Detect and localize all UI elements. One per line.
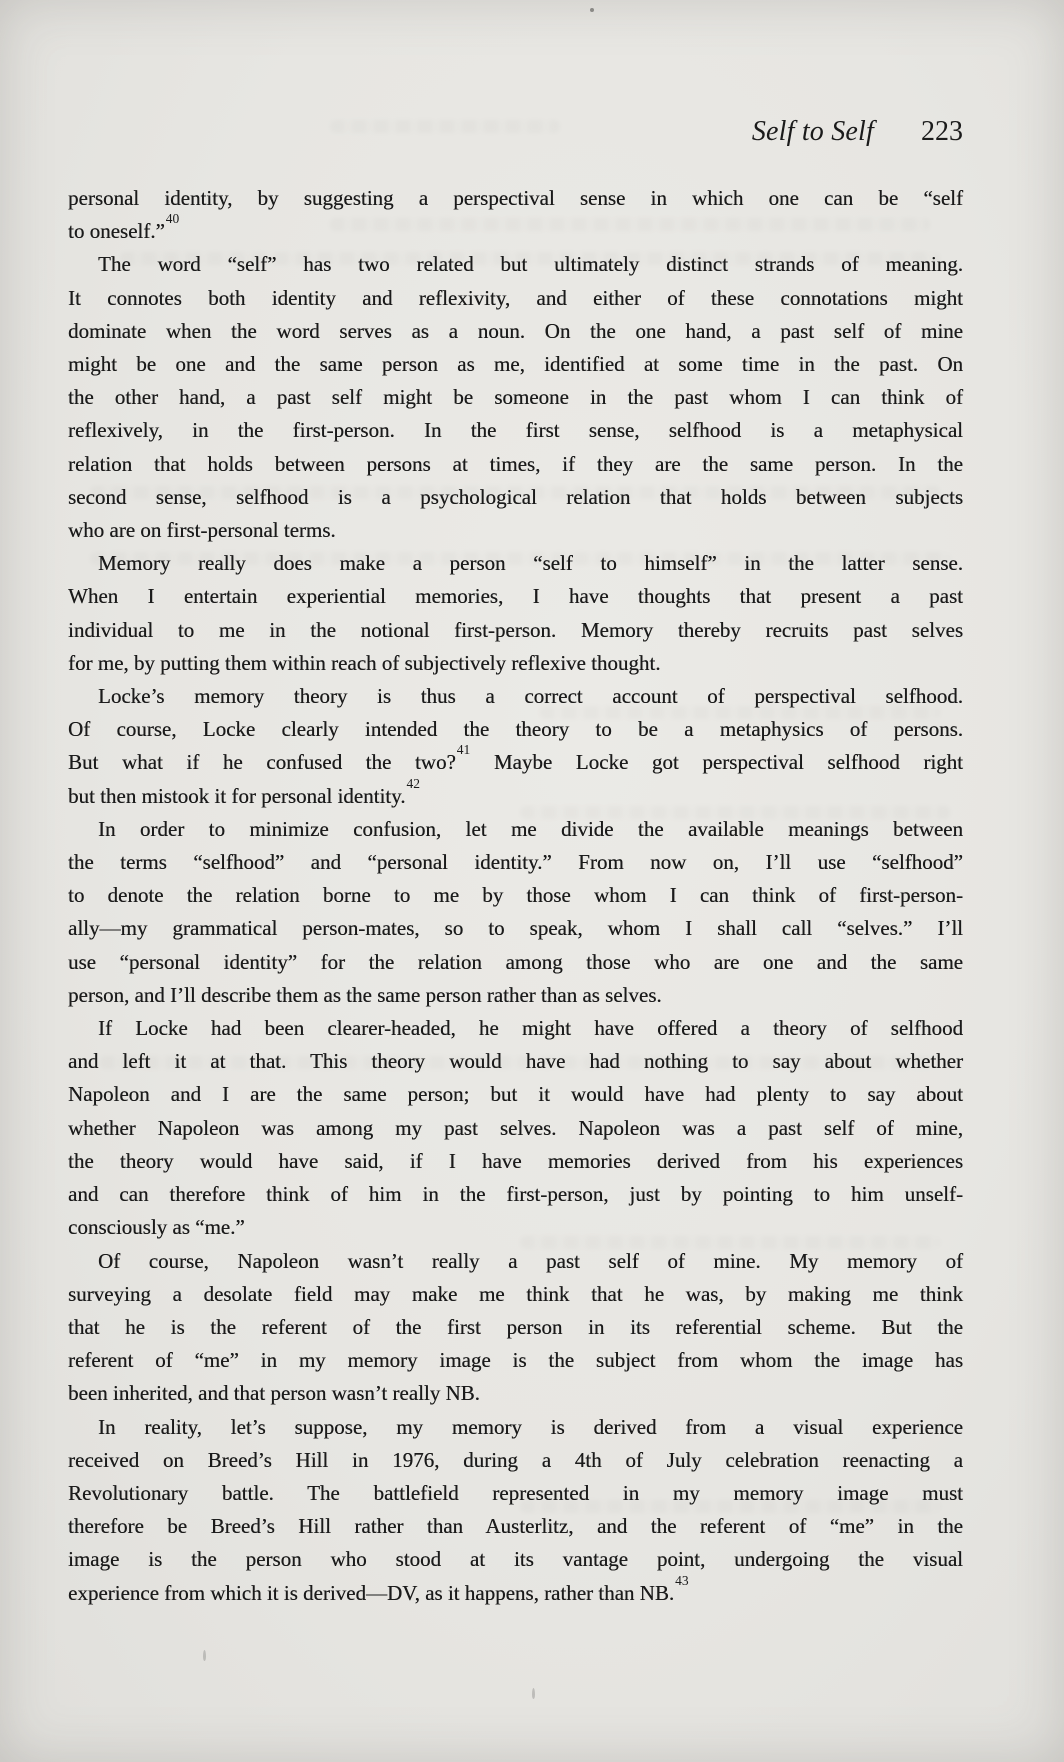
footnote-ref: 43: [675, 1572, 689, 1588]
text-line: that he is the referent of the first person in its referential scheme. But the: [68, 1314, 963, 1339]
paragraph: [68, 1245, 963, 1411]
text-line: therefore be Breed’s Hill rather than Austerlitz, and the referent of “me” in the: [68, 1514, 963, 1539]
text-line: received on Breed’s Hill in 1976, during a 4th of July celebration reenacting a: [68, 1447, 963, 1472]
text-line: person, and I’ll describe them as the same person rather than as selves.: [68, 982, 662, 1007]
text-line: Of course, Napoleon wasn’t really a past self of mine. My memory of: [98, 1248, 963, 1273]
text-line: to oneself.”$^{40}$: [68, 211, 180, 244]
text-line: whether Napoleon was among my past selves. Napoleon was a past self of mine,: [68, 1115, 963, 1140]
running-title: Self to Self: [751, 116, 874, 147]
scan-speck: [590, 8, 594, 12]
text-line: might be one and the same person as me, identified at some time in the past. On: [68, 352, 963, 377]
text-line: the terms “selfhood” and “personal identity.” From now on, I’ll use “selfhood”: [68, 850, 963, 875]
text-line: ally—my grammatical person-mates, so to speak, whom I shall call “selves.” I’ll: [68, 916, 963, 941]
scan-speck: [203, 1650, 206, 1661]
text-line: In reality, let’s suppose, my memory is derived from a visual experience: [98, 1414, 963, 1439]
paragraph: [68, 1012, 963, 1244]
text-line: In order to minimize confusion, let me divide the available meanings between: [98, 816, 963, 841]
paragraph: [68, 547, 963, 680]
text-line: But what if he confused the two?$^{41}$ Maybe Locke got perspectival selfhood right: [68, 742, 963, 775]
text-line: Napoleon and I are the same person; but it would have had plenty to say about: [68, 1082, 963, 1107]
book-binding-shadow: [0, 0, 56, 1762]
text-line: been inherited, and that person wasn’t really NB.: [68, 1381, 480, 1406]
text-line: to denote the relation borne to me by those whom I can think of first-person-: [68, 883, 963, 908]
body-text: [68, 182, 963, 1610]
footnote-ref: 40: [165, 211, 180, 227]
page-number: 223: [921, 116, 963, 147]
paragraph: [68, 680, 963, 813]
paragraph: [68, 1411, 963, 1610]
text-line: If Locke had been clearer-headed, he might have offered a theory of selfhood: [98, 1016, 963, 1041]
text-line: Memory really does make a person “self to himself” in the latter sense.: [98, 551, 963, 576]
text-line: personal identity, by suggesting a perspectival sense in which one can be “self: [68, 186, 963, 210]
scan-speck: [532, 1688, 535, 1699]
text-line: the other hand, a past self might be someone in the past whom I can think of: [68, 385, 963, 410]
text-line: When I entertain experiential memories, I have thoughts that present a past: [68, 584, 963, 609]
text-line: It connotes both identity and reflexivity, and either of these connotations might: [68, 285, 963, 310]
text-line: Of course, Locke clearly intended the theory to be a metaphysics of persons.: [68, 717, 963, 742]
text-line: the theory would have said, if I have memories derived from his experiences: [68, 1148, 963, 1173]
text-line: consciously as “me.”: [68, 1215, 245, 1240]
footnote-ref: 41: [456, 742, 471, 758]
text-line: individual to me in the notional first-person. Memory thereby recruits past selves: [68, 617, 963, 642]
text-line: experience from which it is derived—DV, as it happens, rather than NB.$^{43}$: [68, 1572, 689, 1605]
text-line: reflexively, in the first-person. In the first sense, selfhood is a metaphysical: [68, 418, 963, 443]
text-line: second sense, selfhood is a psychological relation that holds between subjects: [68, 484, 963, 509]
text-line: use “personal identity” for the relation among those who are one and the same: [68, 949, 963, 974]
text-line: but then mistook it for personal identity.$^{42}$: [68, 775, 421, 808]
paragraph: [68, 813, 963, 1012]
text-line: and can therefore think of him in the first-person, just by pointing to him unself-: [68, 1182, 963, 1207]
text-line: relation that holds between persons at times, if they are the same person. In the: [68, 451, 963, 476]
text-line: The word “self” has two related but ultimately distinct strands of meaning.: [98, 252, 963, 277]
text-line: referent of “me” in my memory image is the subject from whom the image has: [68, 1348, 963, 1373]
bleed-through-artifact: [330, 120, 560, 133]
text-line: who are on first-personal terms.: [68, 518, 336, 543]
text-line: Locke’s memory theory is thus a correct account of perspectival selfhood.: [98, 684, 963, 709]
page-header: [752, 117, 963, 147]
text-line: for me, by putting them within reach of subjectively reflexive thought.: [68, 650, 661, 675]
paragraph: [68, 182, 963, 248]
text-line: surveying a desolate field may make me think that he was, by making me think: [68, 1281, 963, 1306]
footnote-ref: 42: [406, 775, 421, 791]
text-line: and left it at that. This theory would have had nothing to say about whether: [68, 1049, 963, 1074]
text-line: Revolutionary battle. The battlefield represented in my memory image must: [68, 1480, 963, 1505]
paragraph: [68, 248, 963, 547]
text-line: dominate when the word serves as a noun. On the one hand, a past self of mine: [68, 318, 963, 343]
text-line: image is the person who stood at its vantage point, undergoing the visual: [68, 1547, 963, 1572]
